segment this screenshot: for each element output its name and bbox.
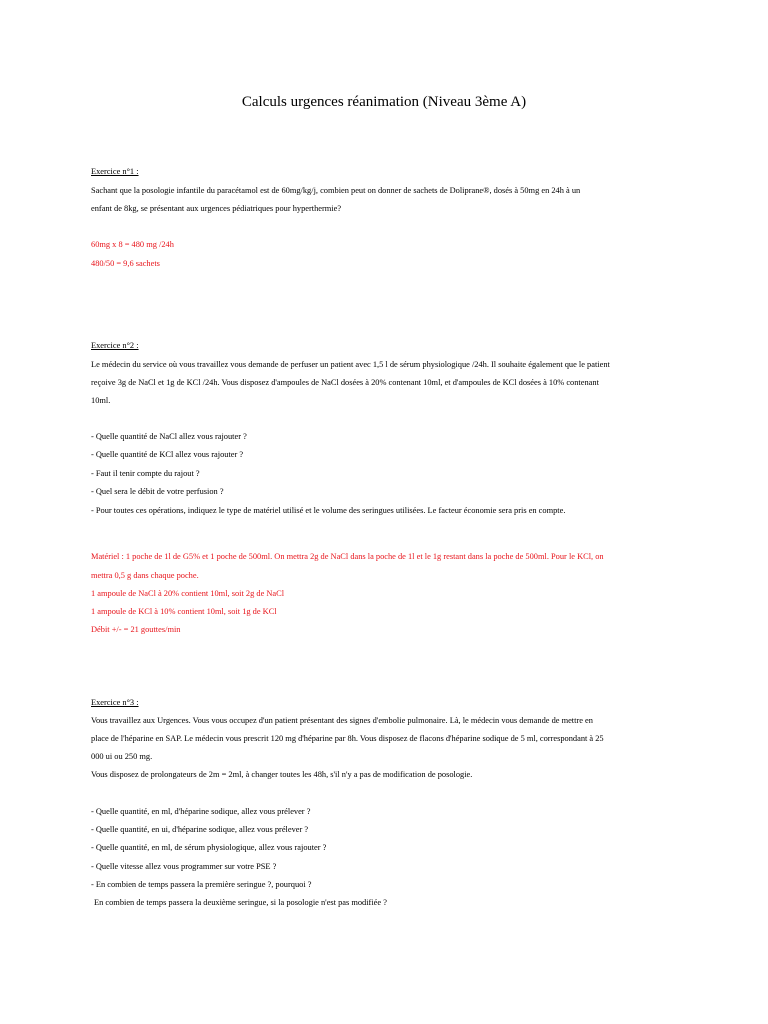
exercise-2-question-line: 10ml.: [91, 396, 111, 405]
page-title: Calculs urgences réanimation (Niveau 3ème A): [241, 94, 527, 110]
exercise-2-answer-line: Matériel : 1 poche de 1l de G5% et 1 poche de 500ml. On mettra 2g de NaCl dans la poche de 1l et le 1g restant dans la poche de 500ml. Pour le KCl, on: [91, 552, 604, 561]
exercise-2-answer-line: 1 ampoule de NaCl à 20% contient 10ml, soit 2g de NaCl: [91, 589, 285, 598]
exercise-2-item: - Faut il tenir compte du rajout ?: [91, 469, 200, 478]
exercise-2-item: - Quel sera le débit de votre perfusion ?: [91, 487, 224, 496]
exercise-3-item: - Quelle quantité, en ui, d'héparine sodique, allez vous prélever ?: [91, 825, 309, 834]
exercise-3-item: - Quelle quantité, en ml, d'héparine sodique, allez vous prélever ?: [91, 807, 311, 816]
exercise-3-question-line: Vous travaillez aux Urgences. Vous vous occupez d'un patient présentant des signes d'embolie pulmonaire. Là, le médecin vous demande de mettre en: [91, 716, 593, 725]
exercise-3-question-line: 000 ui ou 250 mg.: [91, 752, 153, 761]
exercise-2-heading: Exercice n°2 :: [91, 341, 139, 350]
exercise-3-question-line: place de l'héparine en SAP. Le médecin vous prescrit 120 mg d'héparine par 8h. Vous disposez de flacons d'héparine sodique de 5 ml, correspondant à 25: [91, 734, 604, 743]
exercise-3-item: - En combien de temps passera la première seringue ?, pourquoi ?: [91, 880, 312, 889]
exercise-1-heading: Exercice n°1 :: [91, 167, 139, 176]
exercise-2-question-line: reçoive 3g de NaCl et 1g de KCl /24h. Vous disposez d'ampoules de NaCl dosées à 20% contenant 10ml, et d'ampoules de KCl dosées à 10% contenant: [91, 378, 599, 387]
exercise-3-heading: Exercice n°3 :: [91, 698, 139, 707]
exercise-3-question-line: Vous disposez de prolongateurs de 2m = 2ml, à changer toutes les 48h, s'il n'y a pas de modification de posologie.: [91, 770, 473, 779]
exercise-2-answer-line: Débit +/- = 21 gouttes/min: [91, 625, 181, 634]
exercise-2-item: - Pour toutes ces opérations, indiquez le type de matériel utilisé et le volume des seringues utilisées. Le facteur économie sera pris en compte.: [91, 506, 566, 515]
exercise-3-item: - Quelle vitesse allez vous programmer sur votre PSE ?: [91, 862, 277, 871]
exercise-3-item: - Quelle quantité, en ml, de sérum physiologique, allez vous rajouter ?: [91, 843, 327, 852]
exercise-1-answer-line: 480/50 = 9,6 sachets: [91, 259, 160, 268]
exercise-1-question-line: enfant de 8kg, se présentant aux urgences pédiatriques pour hyperthermie?: [91, 204, 342, 213]
exercise-1-question-line: Sachant que la posologie infantile du paracétamol est de 60mg/kg/j, combien peut on donner de sachets de Doliprane®, dosés à 50mg en 24h à un: [91, 186, 581, 195]
exercise-3-item: En combien de temps passera la deuxième seringue, si la posologie n'est pas modifiée ?: [94, 898, 387, 907]
exercise-1-answer-line: 60mg x 8 = 480 mg /24h: [91, 240, 174, 249]
exercise-2-answer-line: mettra 0,5 g dans chaque poche.: [91, 571, 199, 580]
exercise-2-question-line: Le médecin du service où vous travaillez vous demande de perfuser un patient avec 1,5 l de sérum physiologique /24h. Il souhaite également que le patient: [91, 360, 610, 369]
exercise-2-answer-line: 1 ampoule de KCl à 10% contient 10ml, soit 1g de KCl: [91, 607, 277, 616]
exercise-2-item: - Quelle quantité de NaCl allez vous rajouter ?: [91, 432, 247, 441]
exercise-2-item: - Quelle quantité de KCl allez vous rajouter ?: [91, 450, 244, 459]
